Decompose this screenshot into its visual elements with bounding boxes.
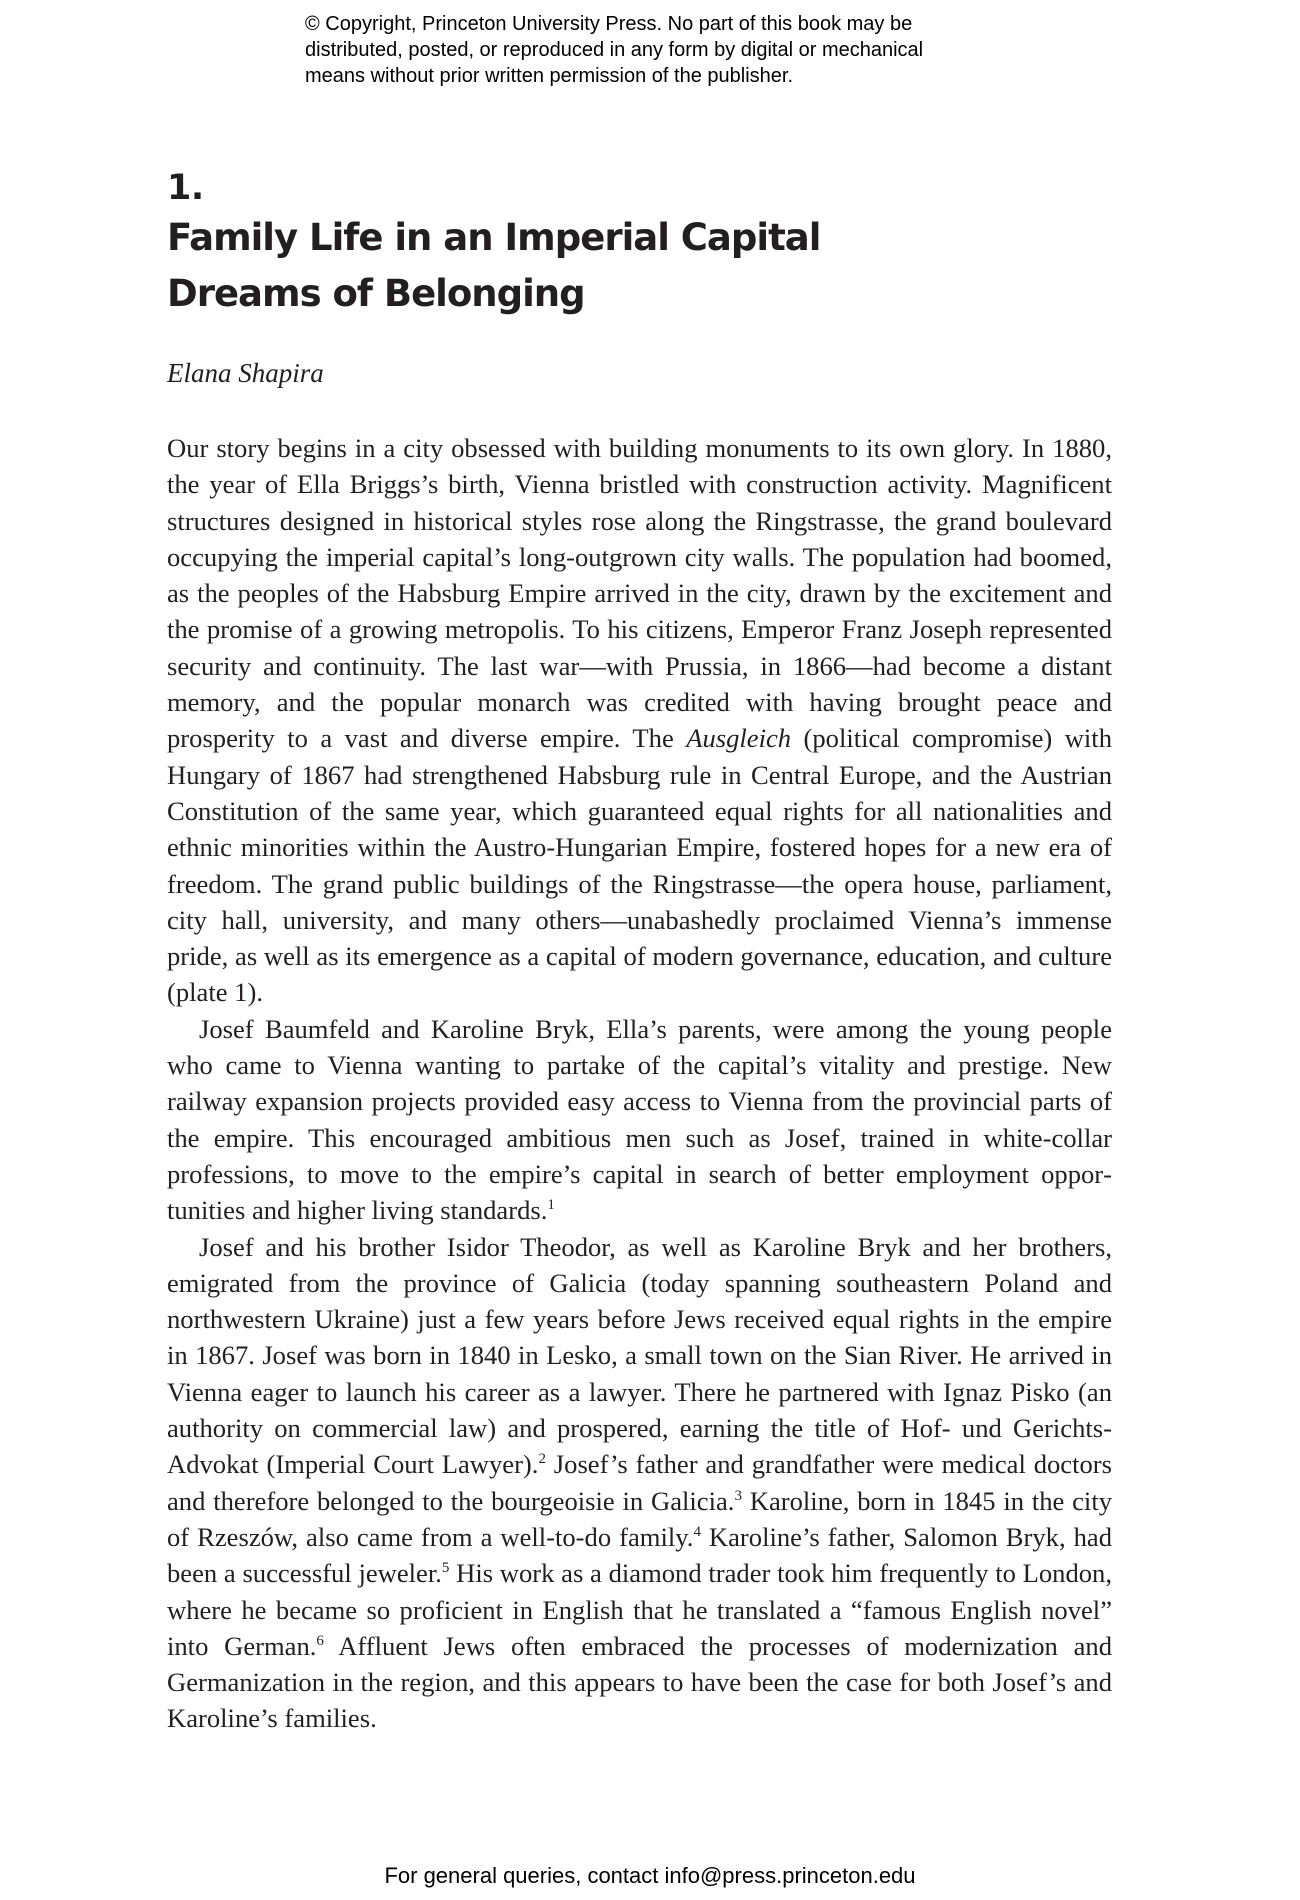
footnote-ref[interactable]: 1 [547,1197,555,1214]
body-paragraph-2 [167,1011,1112,1229]
paragraph-text: Karoline, born in 1845 in the city of Rzeszów, also came from a well-to-do family. [167,1485,1112,1552]
footer-contact: For general queries, contact info@press.princeton.edu [384,1863,916,1888]
copyright-line: means without prior written permission of the publisher. [305,65,794,87]
body-paragraph-3 [167,1229,1112,1737]
paragraph-text: His work as a diamond trader took him frequently to London, where he became so proficient in English that he translated a “famous English novel” into German. [167,1558,1112,1661]
footnote-ref[interactable]: 2 [538,1451,546,1468]
footnote-ref[interactable]: 4 [693,1523,701,1540]
chapter-title-line-2: Dreams of Belonging [167,272,585,315]
chapter-author: Elana Shapira [167,358,324,388]
italic-term: Ausgleich [686,723,792,754]
chapter-body [167,430,1112,1737]
paragraph-text: Josef Baumfeld and Karoline Bryk, Ella’s parents, were among the young people who came to Vienna wanting to partake of the capital’s vitality and prestige. New railway expansion projects provided easy access to Vienna from the provincial parts of the empire. This encouraged ambitious men such as Josef, trained in white-collar professions, to move to the empire’s capital in search of better employment opportunities and higher living standards. [167,1013,1112,1226]
body-paragraph-1 [167,430,1112,1011]
chapter-number: 1. [167,168,204,208]
footnote-ref[interactable]: 3 [734,1487,742,1504]
chapter-heading [167,166,820,322]
copyright-notice [305,11,1065,89]
copyright-line: © Copyright, Princeton University Press. No part of this book may be [305,13,913,35]
copyright-line: distributed, posted, or reproduced in any form by digital or mechanical [305,39,924,61]
paragraph-text: Karoline’s father, Salomon Bryk, had been a successful jeweler. [167,1521,1112,1589]
footnote-ref[interactable]: 6 [316,1632,324,1649]
chapter-title-line-1: Family Life in an Imperial Capital [167,216,821,259]
paragraph-text: Josef’s father and grandfather were medical doctors and therefore belonged to the bourgeoisie in Galicia. [167,1449,1112,1516]
paragraph-text: Josef and his brother Isidor Theodor, as well as Karoline Bryk and her brothers, emigrated from the province of Galicia (today spanning southeastern Poland and northwestern Ukraine) just a few years before Jews received equal rights in the empire in 1867. Josef was born in 1840 in Lesko, a small town on the Sian River. He arrived in Vienna eager to launch his career as a lawyer. There he partnered with Ignaz Pisko (an authority on commercial law) and prospered, earning the title of Hof- und Gerichts-Advokat (Imperial Court Lawyer). [167,1231,1112,1480]
footnote-ref[interactable]: 5 [441,1560,450,1577]
paragraph-text: Our story begins in a city obsessed with building monuments to its own glory. In 1880, the year of Ella Briggs’s birth, Vienna bristled with construction activity. Magnificent structures designed in historical styles rose along the Ringstrasse, the grand boulevard occupying the imperial capital’s long-outgrown city walls. The population had boomed, as the peoples of the Habsburg Empire arrived in the city, drawn by the excitement and the promise of a growing metropolis. To his citizens, Emperor Franz Joseph represented security and continuity. The last war—with Prussia, in 1866—had become a distant memory, and the popular monarch was credited with having brought peace and prosperity to a vast and diverse empire. The [167,433,1112,754]
paragraph-text: Affluent Jews often embraced the processes of modernization and Germanization in the region, and this appears to have been the case for both Josef’s and Karoline’s families. [167,1630,1112,1734]
paragraph-text: (political compromise) with Hungary of 1867 had strengthened Habsburg rule in Central Europe, and the Austrian Constitution of the same year, which guaranteed equal rights for all nationalities and ethnic minorities within the Austro-Hungarian Empire, fostered hopes for a new era of freedom. The grand public buildings of the Ringstrasse—the opera house, parliament, city hall, university, and many others—unabashedly proclaimed Vienna’s immense pride, as well as its emergence as a capital of modern governance, education, and culture (plate 1). [167,723,1112,1008]
